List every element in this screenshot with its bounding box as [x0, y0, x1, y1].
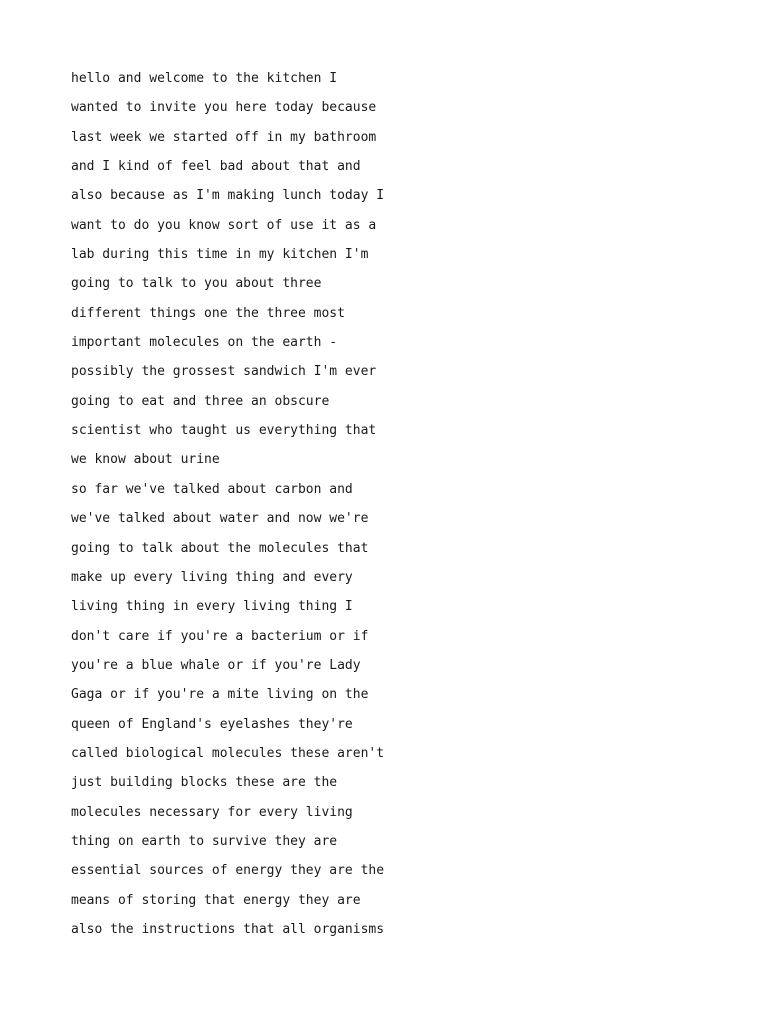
transcript-line: going to eat and three an obscure [71, 393, 330, 409]
transcript-line: going to talk about the molecules that [71, 540, 369, 556]
transcript-line: want to do you know sort of use it as a [71, 217, 377, 233]
transcript-line: called biological molecules these aren't [71, 745, 385, 761]
transcript-line: queen of England's eyelashes they're [71, 716, 353, 732]
transcript-line: also the instructions that all organisms [71, 921, 385, 937]
transcript-line: we know about urine [71, 452, 220, 468]
transcript-line: Gaga or if you're a mite living on the [71, 687, 369, 703]
transcript-line: we've talked about water and now we're [71, 511, 369, 527]
transcript-page [71, 69, 731, 949]
transcript-line: wanted to invite you here today because [71, 100, 377, 116]
transcript-line: important molecules on the earth - [71, 335, 338, 351]
transcript-line: different things one the three most [71, 305, 345, 321]
transcript-line: scientist who taught us everything that [71, 423, 377, 439]
transcript-line: and I kind of feel bad about that and [71, 159, 361, 175]
transcript-line: means of storing that energy they are [71, 892, 361, 908]
transcript-line: just building blocks these are the [71, 775, 338, 791]
transcript-line: thing on earth to survive they are [71, 833, 338, 849]
transcript-line: lab during this time in my kitchen I'm [71, 247, 369, 263]
transcript-line: you're a blue whale or if you're Lady [71, 657, 361, 673]
transcript-line: so far we've talked about carbon and [71, 481, 353, 497]
transcript-line: also because as I'm making lunch today I [71, 188, 385, 204]
transcript-line: molecules necessary for every living [71, 804, 353, 820]
transcript-line: hello and welcome to the kitchen I [71, 71, 338, 86]
transcript-line: going to talk to you about three [71, 276, 322, 292]
transcript-line: make up every living thing and every [71, 569, 353, 585]
transcript-line: living thing in every living thing I [71, 599, 353, 615]
transcript-line: essential sources of energy they are the [71, 863, 385, 879]
transcript-line: possibly the grossest sandwich I'm ever [71, 364, 377, 380]
transcript-line: last week we started off in my bathroom [71, 129, 377, 145]
transcript-line: don't care if you're a bacterium or if [71, 628, 369, 644]
